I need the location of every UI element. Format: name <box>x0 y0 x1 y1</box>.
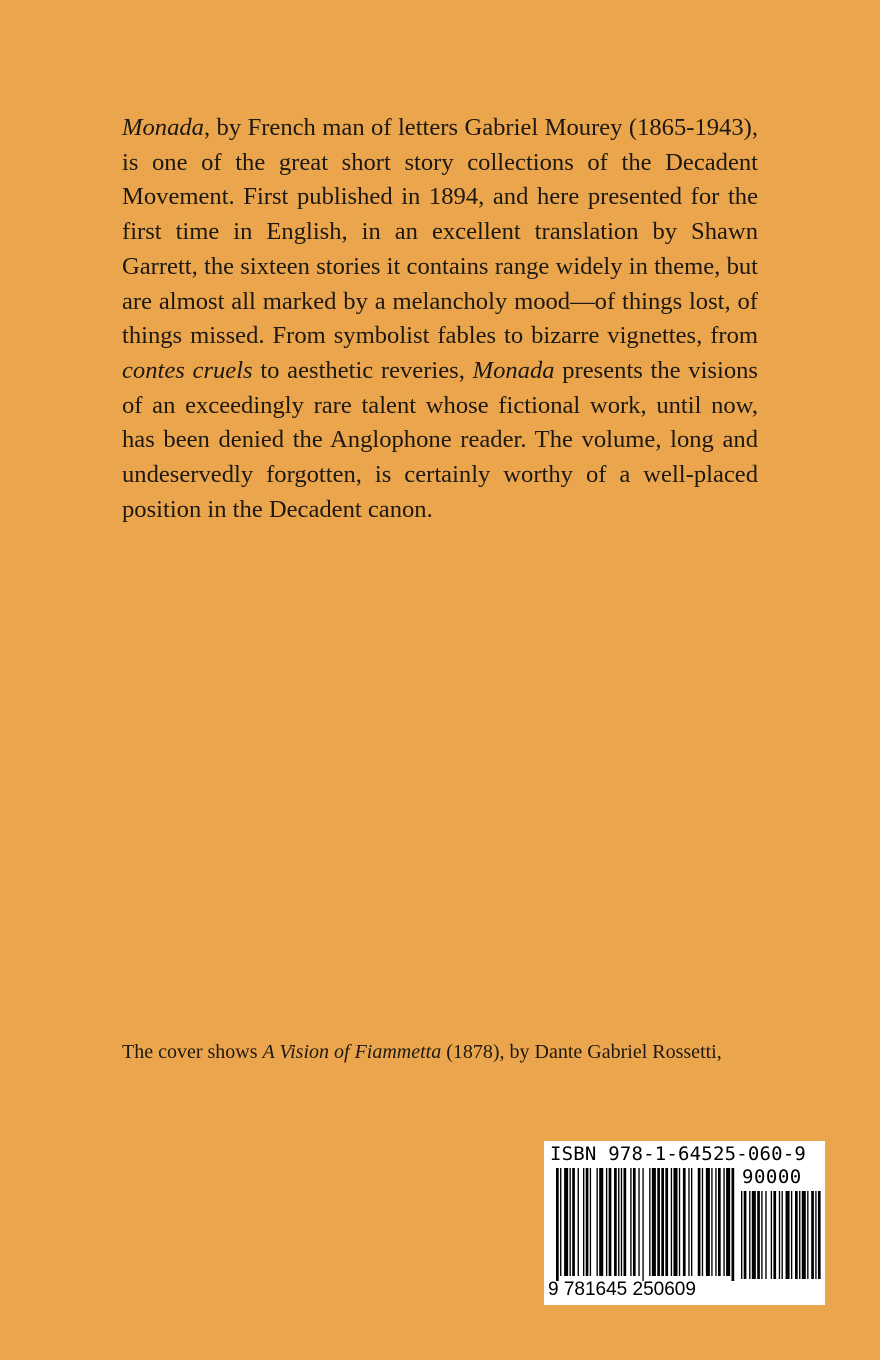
blurb-text-3: presents the visions of an exceedingly rare talent whose fictional work, until now, has been denied the Anglophone reader. The volume, long and undeservedly forgotten, is certainly worthy of a well-placed position in the Decadent canon. <box>122 356 758 523</box>
caption-suffix: (1878), by Dante Gabriel Rossetti, <box>441 1041 722 1063</box>
isbn-barcode <box>544 1141 825 1305</box>
isbn-label: ISBN 978-1-64525-060-9 <box>550 1143 807 1165</box>
ean-digits: 9 781645 250609 <box>548 1279 696 1300</box>
caption-prefix: The cover shows <box>122 1041 263 1063</box>
artwork-title-italic: A Vision of Fiammetta <box>262 1041 442 1063</box>
book-title-italic: Monada <box>122 114 204 141</box>
price-code: 90000 <box>742 1166 802 1188</box>
cover-art-caption <box>122 1039 722 1065</box>
blurb-text-1: , by French man of letters Gabriel Mourey (1865-1943), is one of the great short story collections of the Decadent Movement. First published in 1894, and here presented for the first time in English, in an excellent translation by Shawn Garrett, the sixteen stories it contains range widely in theme, but are almost all marked by a melancholy mood—of things lost, of things missed. From symbolist fables to bizarre vignettes, from <box>122 114 758 350</box>
back-cover-blurb <box>122 111 758 527</box>
contes-cruels-italic: contes cruels <box>122 356 253 384</box>
book-title-italic-2: Monada <box>472 356 555 384</box>
blurb-text-2: to aesthetic reveries, <box>252 356 473 384</box>
